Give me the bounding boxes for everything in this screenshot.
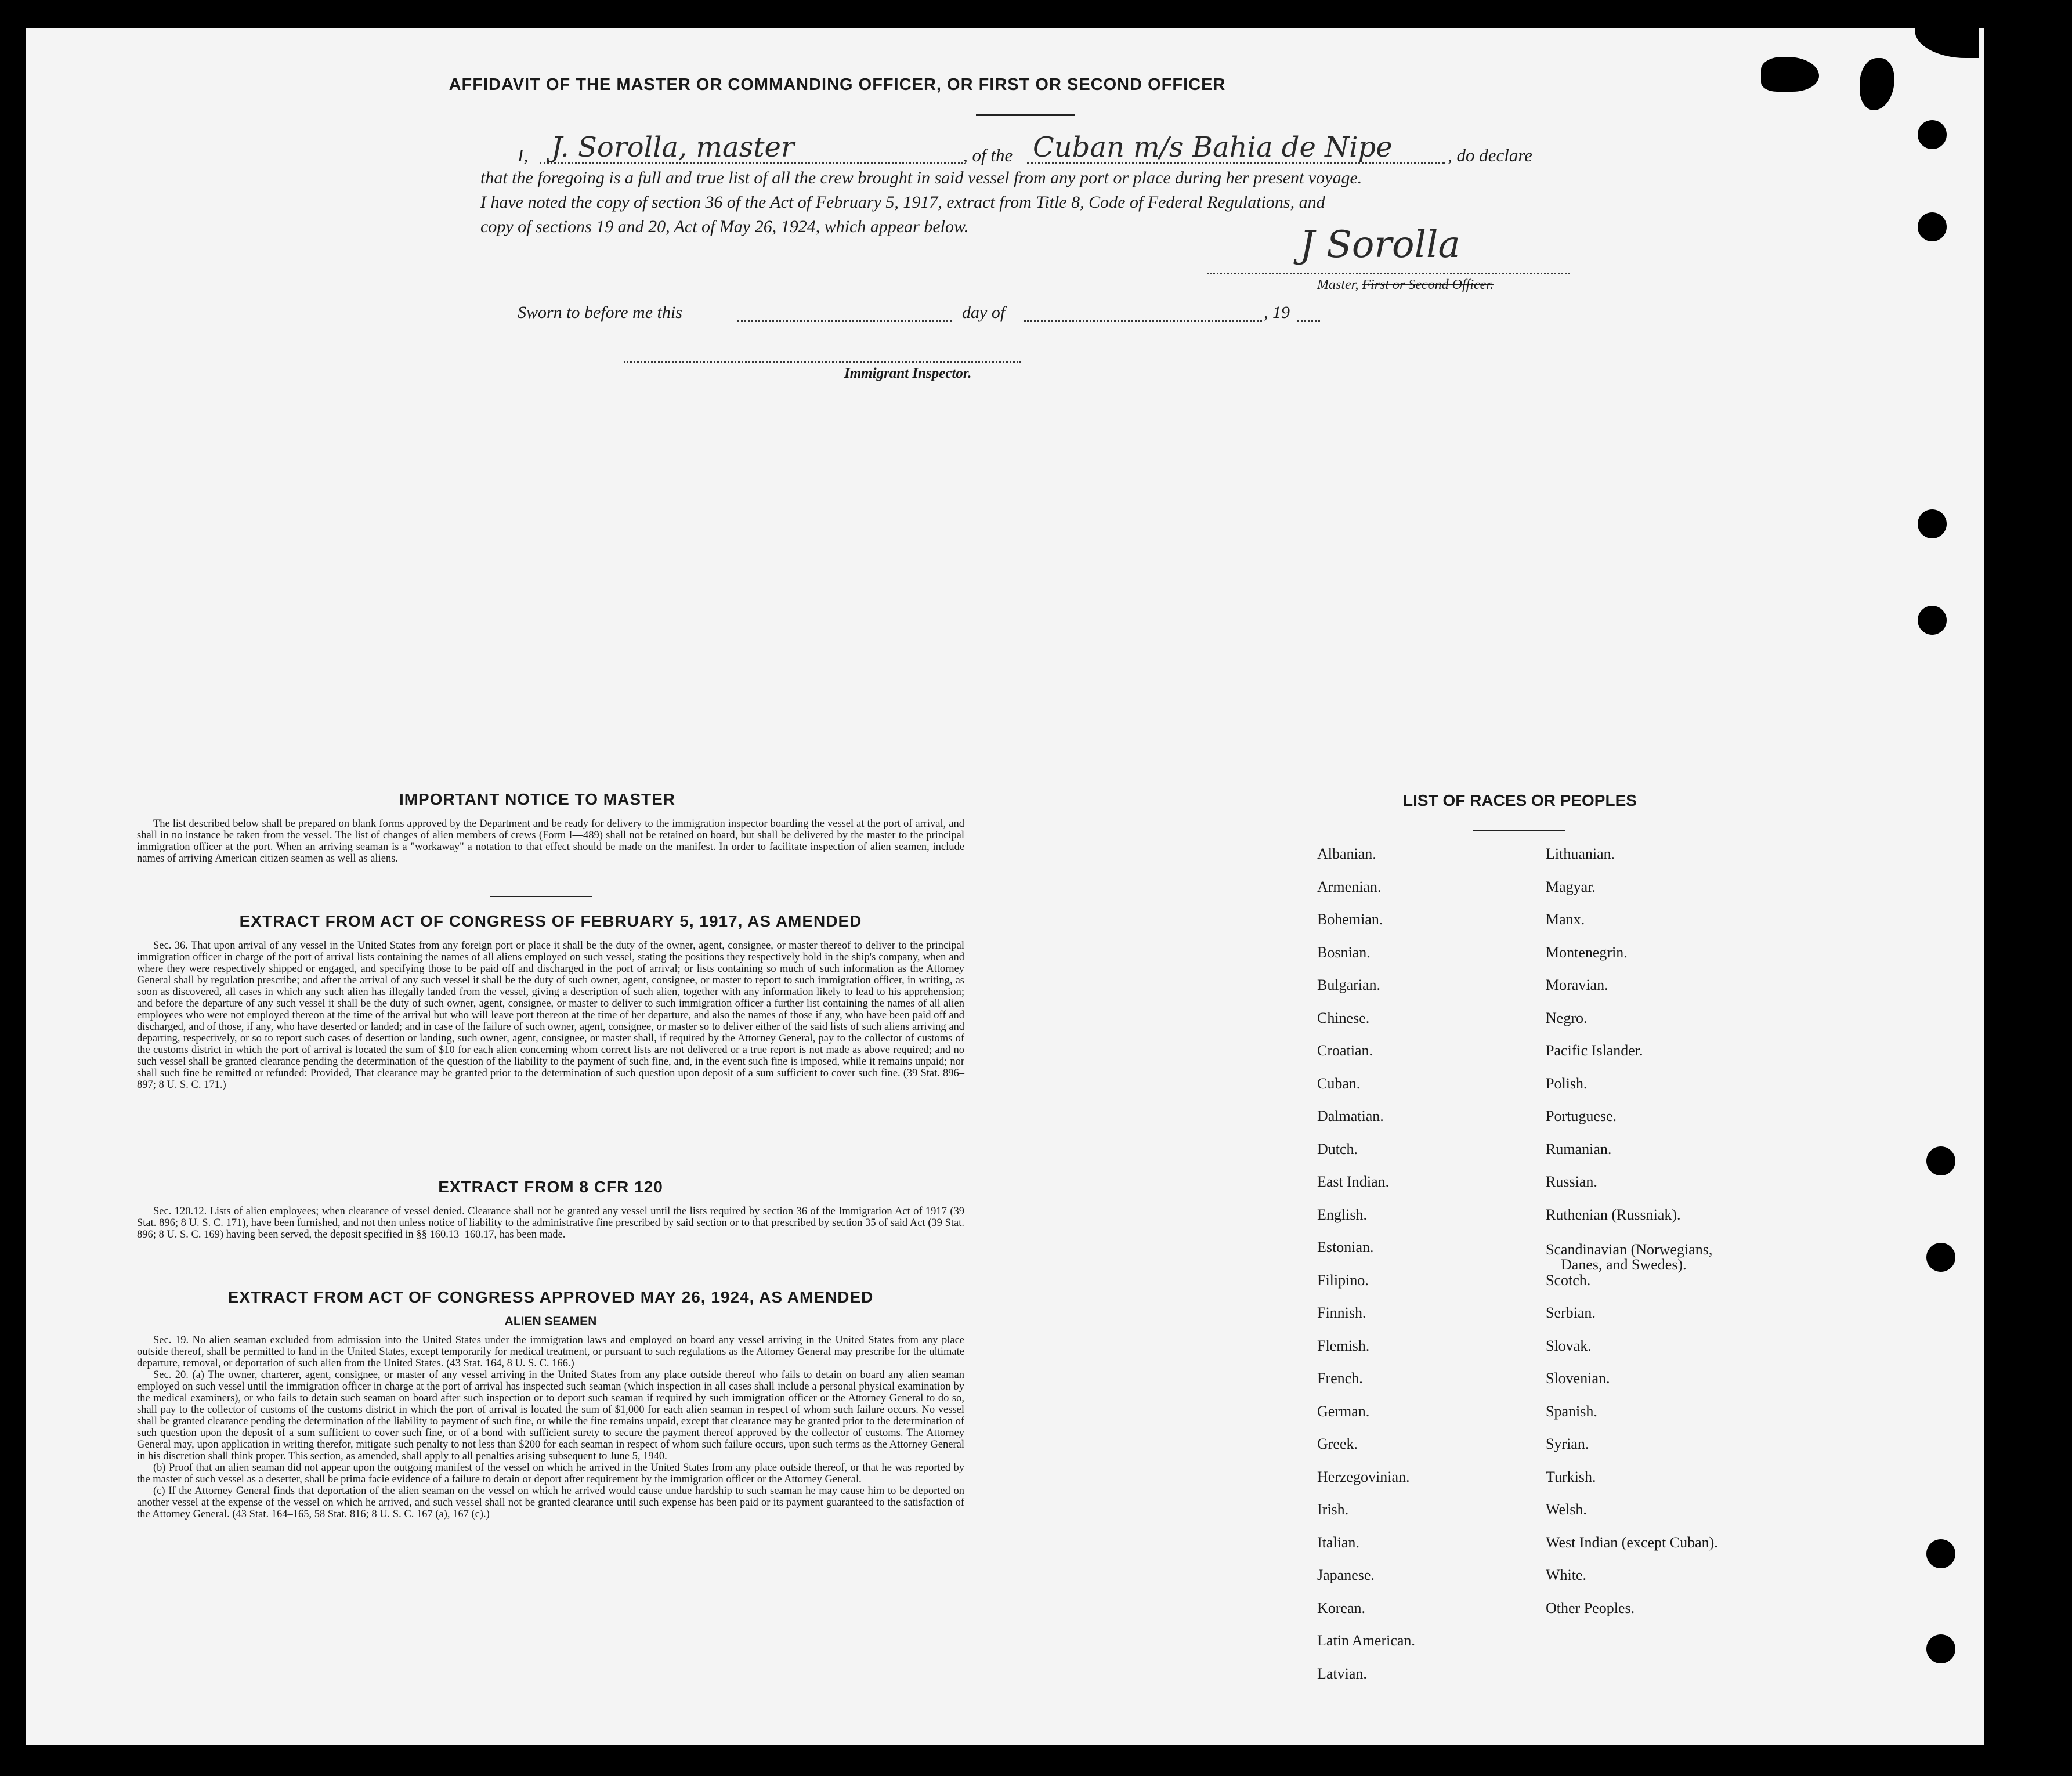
race-item: Moravian. (1546, 976, 1608, 993)
extract-cfr-title: EXTRACT FROM 8 CFR 120 (438, 1178, 663, 1196)
punch-hole (1918, 509, 1947, 538)
inspector-signature-line (624, 361, 1021, 363)
race-item: Irish. (1317, 1501, 1349, 1518)
i-label: I, (518, 145, 529, 165)
race-item: Estonian. (1317, 1239, 1374, 1256)
vessel-name-handwriting: Cuban m/s Bahia de Nipe (1033, 131, 1393, 164)
race-item: Polish. (1546, 1075, 1588, 1092)
race-item: Ruthenian (Russniak). (1546, 1206, 1681, 1223)
punch-hole (1926, 1146, 1955, 1175)
race-item: Lithuanian. (1546, 845, 1615, 862)
affidavit-line-2: that the foregoing is a full and true list of all the crew brought in said vessel from any port or place during her present voyage. (480, 168, 1362, 187)
affidavit-line-4: copy of sections 19 and 20, Act of May 26, 1924, which appear below. (480, 217, 969, 236)
race-item: Croatian. (1317, 1042, 1373, 1059)
race-item: Flemish. (1317, 1337, 1370, 1354)
race-item: Slovak. (1546, 1337, 1592, 1354)
extract-1917-text (137, 940, 964, 1091)
notice-paragraph: The list described below shall be prepared on blank forms approved by the Department and be ready for delivery to the immigration inspector boarding the vessel at the port of arrival, and shall in no instance be taken from the vessel. The list of changes of alien members of crews (Form I—489) shall not be retained on board, but shall be delivered by the master to the principal immigration officer at the port. When an arriving seaman is a "workaway" a notation to that effect should be made on the manifest. In order to facilitate inspection of alien seamen, include names of arriving American citizen seamen as well as aliens. (137, 818, 964, 865)
signature-caption (1317, 277, 1494, 293)
race-item: Japanese. (1317, 1567, 1375, 1583)
of-the-label: , of the (963, 145, 1013, 165)
extract-cfr-text (137, 1206, 964, 1240)
year-label: , 19 (1264, 303, 1290, 322)
race-item: Other Peoples. (1546, 1599, 1635, 1616)
section-120-paragraph: Sec. 120.12. Lists of alien employees; when clearance of vessel denied. Clearance shall not be granted any vessel until the lists required by section 36 of the Immigration Act of 1917 (39 Stat. 896; 8 U. S. C. 171), have been furnished, and not then unless notice of liability to the administrative fine prescribed by said section or to that prescribed by section 35 of said Act (39 Stat. 896; 8 U. S. C. 169) having been served, the deposit specified in §§ 160.13–160.17, has been made. (137, 1206, 964, 1240)
struck-caption: First or Second Officer. (1362, 277, 1494, 292)
race-item: Scandinavian (Norwegians, (1546, 1241, 1713, 1258)
race-item: English. (1317, 1206, 1367, 1223)
races-title-underline (1473, 830, 1565, 831)
race-item: Dalmatian. (1317, 1108, 1384, 1124)
race-item: Bulgarian. (1317, 976, 1381, 993)
master-name-handwriting: J. Sorolla, master (551, 131, 794, 164)
punch-hole (1918, 212, 1947, 241)
punch-hole (1926, 1539, 1955, 1568)
section-19-paragraph: Sec. 19. No alien seaman excluded from admission into the United States under the immigration laws and employed on board any vessel arriving in the United States from any place outside thereof, shall be permitted to land in the United States, except temporarily for medical treatment, or pursuant to such regulations as the Attorney General may prescribe for the ultimate departure, removal, or deportation of such alien from the United States. (43 Stat. 164, 8 U. S. C. 166.) (137, 1334, 964, 1369)
race-item: Chinese. (1317, 1009, 1370, 1026)
race-item: Syrian. (1546, 1435, 1589, 1452)
section-20b-paragraph: (b) Proof that an alien seaman did not appear upon the outgoing manifest of the vessel on which he arrived in the United States from any place outside thereof, or that he was reported by the master of such vessel as a deserter, shall be prima facie evidence of a failure to detain or deport after requirement by the immigration officer or the Attorney General. (137, 1462, 964, 1485)
affidavit-title: AFFIDAVIT OF THE MASTER OR COMMANDING OFFICER, OR FIRST OR SECOND OFFICER (449, 75, 1226, 94)
race-item: Greek. (1317, 1435, 1358, 1452)
declare-label: , do declare (1448, 145, 1533, 165)
master-caption: Master, (1317, 277, 1359, 292)
race-item: Herzegovinian. (1317, 1468, 1410, 1485)
race-item: Portuguese. (1546, 1108, 1617, 1124)
extract-1917-title: EXTRACT FROM ACT OF CONGRESS OF FEBRUARY 5, 1917, AS AMENDED (239, 912, 862, 930)
notice-divider (490, 896, 592, 897)
race-item: White. (1546, 1567, 1587, 1583)
sworn-month-line (1024, 320, 1262, 322)
race-item: Armenian. (1317, 878, 1382, 895)
race-item: Scotch. (1546, 1271, 1591, 1289)
race-item: Bohemian. (1317, 911, 1383, 928)
race-item: Latin American. (1317, 1632, 1415, 1649)
race-item: Negro. (1546, 1009, 1588, 1026)
race-item: Bosnian. (1317, 943, 1371, 961)
race-item: French. (1317, 1370, 1363, 1387)
master-signature: J Sorolla (1300, 223, 1460, 266)
extract-1924-text (137, 1334, 964, 1520)
race-item: Rumanian. (1546, 1140, 1612, 1158)
notice-title: IMPORTANT NOTICE TO MASTER (399, 790, 676, 808)
notice-text (137, 818, 964, 865)
inspector-label: Immigrant Inspector. (844, 366, 972, 381)
extract-1924-title: EXTRACT FROM ACT OF CONGRESS APPROVED MAY 26, 1924, AS AMENDED (227, 1288, 874, 1306)
race-item: Pacific Islander. (1546, 1042, 1643, 1059)
race-item: Welsh. (1546, 1501, 1587, 1518)
race-item: Albanian. (1317, 845, 1376, 862)
race-item: German. (1317, 1402, 1370, 1420)
signature-line (1207, 273, 1570, 274)
sworn-day-line (737, 320, 952, 322)
race-item: West Indian (except Cuban). (1546, 1533, 1718, 1551)
section-20c-paragraph: (c) If the Attorney General finds that deportation of the alien seaman on the vessel on which he arrived would cause undue hardship to such seaman he may cause him to be deported on another vessel at the expense of the vessel on which he arrived, and such vessel shall not be granted clearance until such expense has been paid or its payment guaranteed to the satisfaction of the Attorney General. (43 Stat. 164–165, 58 Stat. 816; 8 U. S. C. 167 (a), 167 (c).) (137, 1485, 964, 1520)
race-item: Turkish. (1546, 1468, 1596, 1485)
section-20a-paragraph: Sec. 20. (a) The owner, charterer, agent, consignee, or master of any vessel arriving in the United States from any place outside thereof who fails to detain on board any alien seaman employed on such vessel until the immigration officer in charge at the port of arrival has inspected such seaman (which inspection in all cases shall include a personal physical examination by the medical examiners), or who fails to detain such seaman on board after such inspection or to deport such seaman if required by such immigration officer or the Attorney General to do so, shall pay to the collector of customs of the customs district in which the port of arrival is located the sum of $1,000 for each alien seaman in respect of whom such failure occurs. No vessel shall be granted clearance pending the determination of the liability to payment of such fine, or while the fine remains unpaid, except that clearance may be granted prior to the determination of such question upon the deposit of a sum sufficient to cover such fine, or of a bond with sufficient surety to secure the payment thereof approved by the collector of customs. The Attorney General may, upon application in writing therefor, mitigate such penalty to not less than $200 for each seaman in respect of whom such failure occurs, upon such terms as the Attorney General in his discretion shall think proper. This section, as amended, shall apply to all penalties arising subsequent to June 5, 1940. (137, 1369, 964, 1462)
sworn-label: Sworn to before me this (518, 303, 682, 322)
race-item: Serbian. (1546, 1304, 1596, 1321)
title-underline (976, 114, 1075, 116)
punch-hole (1918, 606, 1947, 635)
section-36-paragraph: Sec. 36. That upon arrival of any vessel in the United States from any foreign port or place it shall be the duty of the owner, agent, consignee, or master thereof to deliver to the principal immigration officer in charge of the port of arrival lists containing the names of all aliens employed on such vessel, stating the positions they respectively hold in the ship's company, when and where they were respectively shipped or engaged, and specifying those to be paid off and discharged in the port of arrival; or lists containing so much of such information as the Attorney General shall by regulation prescribe; and after the arrival of any such vessel it shall be the duty of such owner, agent, consignee, or master to report to such immigration officer, in writing, as soon as discovered, all cases in which any such alien has illegally landed from the vessel, giving a description of such alien, together with any information likely to lead to his apprehension; and before the departure of any such vessel it shall be the duty of such owner, agent, consignee, or master to deliver to such immigration officer a further list containing the names of all alien employees who were not employed thereon at the time of the arrival but who will leave port thereon at the time of her departure, and also the names of those if any, who have been paid off and discharged, and of those, if any, who have deserted or landed; and in case of the failure of such owner, agent, consignee, or master so to deliver either of the said lists of such aliens arriving and departing, respectively, or so to report such cases of desertion or landing, such owner, agent, consignee, or master shall, if required by the Attorney General, pay to the collector of customs of the customs district in which the port of arrival is located the sum of $10 for each alien concerning whom correct lists are not delivered or a true report is not made as above required; and no such vessel shall be granted clearance pending the determination of the question of the liability to the payment of such fine, and, in the event such fine is imposed, while it remains unpaid; nor shall such fine be remitted or refunded: Provided, That clearance may be granted prior to the determination of such question upon deposit of a sum sufficient to cover such fine. (39 Stat. 896–897; 8 U. S. C. 171.) (137, 940, 964, 1091)
races-title: LIST OF RACES OR PEOPLES (1403, 791, 1637, 809)
race-item: Manx. (1546, 911, 1585, 928)
race-item: Magyar. (1546, 878, 1596, 895)
punch-hole (1918, 120, 1947, 149)
sworn-year-line (1297, 320, 1320, 322)
race-item: Danes, and Swedes). (1561, 1256, 1687, 1273)
race-item: Montenegrin. (1546, 943, 1628, 961)
race-item: Dutch. (1317, 1140, 1358, 1158)
punch-hole (1926, 1634, 1955, 1663)
race-item: Latvian. (1317, 1665, 1367, 1682)
alien-seamen-subtitle: ALIEN SEAMEN (504, 1315, 597, 1328)
day-of-label: day of (962, 303, 1006, 322)
race-item: Finnish. (1317, 1304, 1366, 1321)
race-item: Cuban. (1317, 1075, 1361, 1092)
race-item: Italian. (1317, 1533, 1359, 1551)
race-item: Slovenian. (1546, 1370, 1610, 1387)
race-item: Spanish. (1546, 1402, 1597, 1420)
race-item: Korean. (1317, 1599, 1366, 1616)
race-item: Russian. (1546, 1173, 1597, 1190)
race-item: East Indian. (1317, 1173, 1390, 1190)
punch-hole (1926, 1243, 1955, 1272)
affidavit-line-3: I have noted the copy of section 36 of the Act of February 5, 1917, extract from Title 8, Code of Federal Regulations, and (480, 193, 1325, 212)
race-item: Filipino. (1317, 1271, 1369, 1289)
